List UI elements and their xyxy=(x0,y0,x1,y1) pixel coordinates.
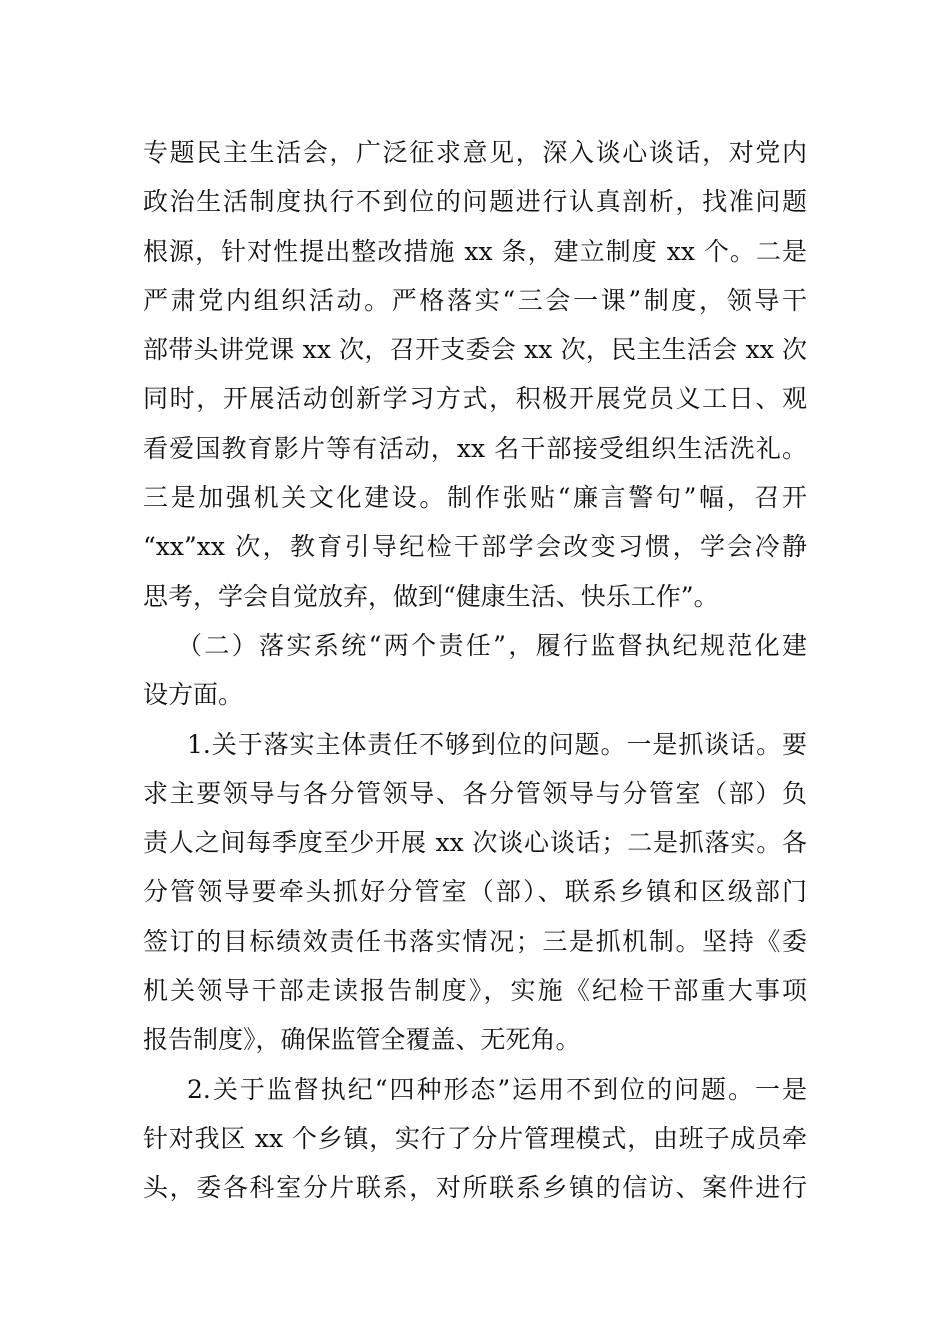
text-line: 分管领导要牵头抓好分管室（部）、联系乡镇和区级部门 xyxy=(143,877,807,907)
text-line: 政治生活制度执行不到位的问题进行认真剖析，找准问题 xyxy=(143,187,807,217)
text-line: 设方面。 xyxy=(143,680,244,710)
numbered-item-heading: 2.关于监督执纪“四种形态”运用不到位的问题。一是 xyxy=(187,1074,807,1104)
section-heading: （二）落实系统“两个责任”，履行监督执纪规范化建 xyxy=(177,630,807,660)
text-line: 签订的目标绩效责任书落实情况；三是抓机制。坚持《委 xyxy=(143,926,807,956)
text-line: 同时，开展活动创新学习方式，积极开展党员义工日、观 xyxy=(143,384,807,414)
text-line: 看爱国教育影片等有活动，xx 名干部接受组织生活洗礼。 xyxy=(143,433,807,463)
text-line: 思考，学会自觉放弃，做到“健康生活、快乐工作”。 xyxy=(143,581,719,611)
text-line: 专题民主生活会，广泛征求意见，深入谈心谈话，对党内 xyxy=(143,138,807,167)
numbered-item-heading: 1.关于落实主体责任不够到位的问题。一是抓谈话。要 xyxy=(187,729,807,759)
text-line: 头，委各科室分片联系，对所联系乡镇的信访、案件进行 xyxy=(143,1173,807,1203)
text-line: 求主要领导与各分管领导、各分管领导与分管室（部）负 xyxy=(143,778,807,808)
text-line: 根源，针对性提出整改措施 xx 条，建立制度 xx 个。二是 xyxy=(143,236,807,266)
text-line: 严肃党内组织活动。严格落实“三会一课”制度，领导干 xyxy=(143,285,807,315)
text-line: 针对我区 xx 个乡镇，实行了分片管理模式，由班子成员牵 xyxy=(143,1123,807,1153)
text-line: 机关领导干部走读报告制度》，实施《纪检干部重大事项 xyxy=(143,976,807,1006)
text-line: 部带头讲党课 xx 次，召开支委会 xx 次，民主生活会 xx 次 xyxy=(143,335,807,365)
text-line: 报告制度》，确保监管全覆盖、无死角。 xyxy=(143,1025,581,1055)
text-line: 三是加强机关文化建设。制作张贴“廉言警句”幅，召开 xyxy=(143,483,807,513)
text-line: “xx”xx 次，教育引导纪检干部学会改变习惯，学会冷静 xyxy=(143,532,807,562)
document-body xyxy=(143,128,807,1213)
text-line: 责人之间每季度至少开展 xx 次谈心谈话；二是抓落实。各 xyxy=(143,828,807,858)
